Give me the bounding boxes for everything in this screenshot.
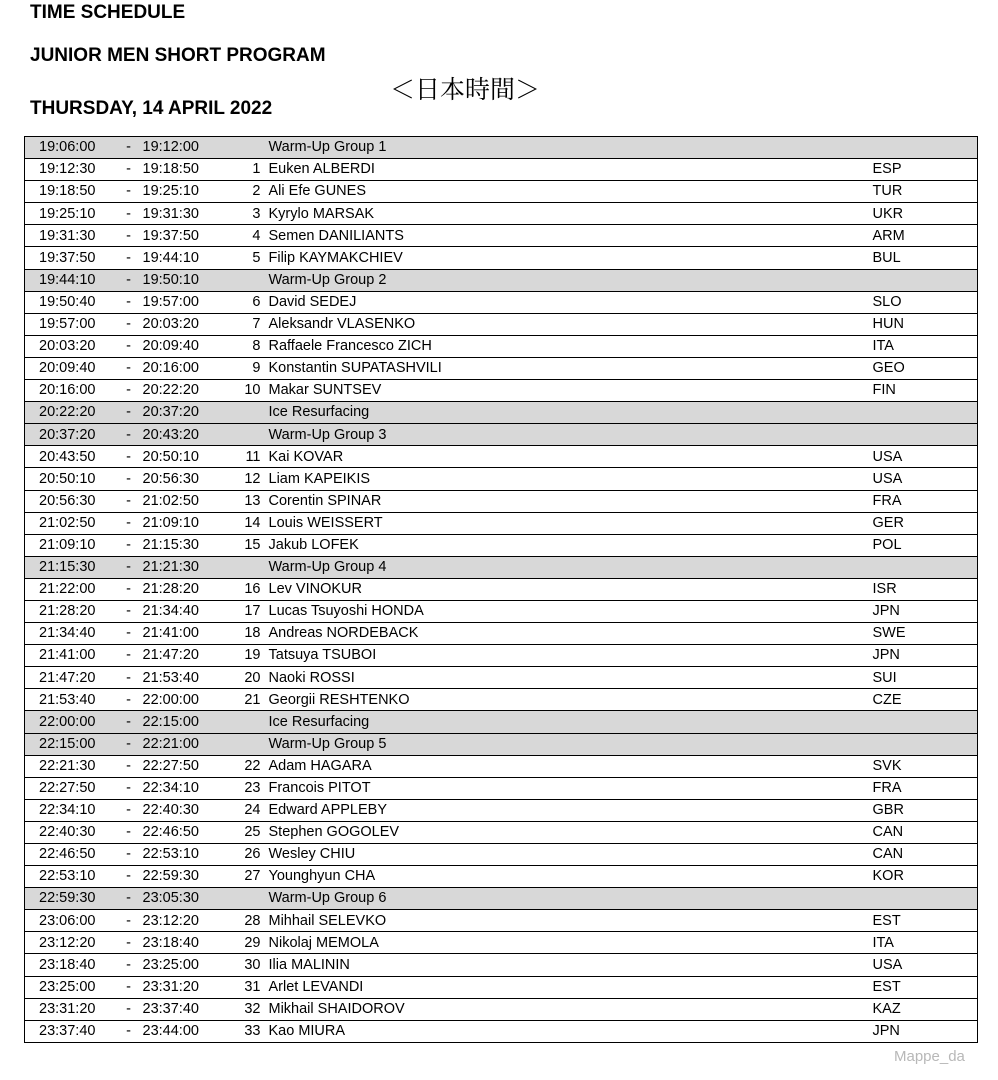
end-time: 19:18:50 <box>143 159 233 181</box>
time-separator: - <box>115 203 143 225</box>
document-title: TIME SCHEDULE <box>30 2 186 23</box>
start-time: 21:28:20 <box>25 600 115 622</box>
start-time: 21:02:50 <box>25 512 115 534</box>
skater-name: Arlet LEVANDI <box>265 976 869 998</box>
schedule-row <box>25 623 978 645</box>
end-time: 23:05:30 <box>143 888 233 910</box>
time-separator: - <box>115 623 143 645</box>
start-number: 12 <box>233 468 265 490</box>
skater-name: Mihhail SELEVKO <box>265 910 869 932</box>
nation-code <box>869 888 978 910</box>
nation-code: SWE <box>869 623 978 645</box>
skater-name: Warm-Up Group 6 <box>265 888 869 910</box>
end-time: 21:02:50 <box>143 490 233 512</box>
end-time: 21:28:20 <box>143 578 233 600</box>
start-number: 32 <box>233 998 265 1020</box>
time-separator: - <box>115 645 143 667</box>
start-time: 22:59:30 <box>25 888 115 910</box>
time-separator: - <box>115 578 143 600</box>
start-time: 19:50:40 <box>25 291 115 313</box>
end-time: 23:37:40 <box>143 998 233 1020</box>
start-number: 8 <box>233 335 265 357</box>
nation-code <box>869 711 978 733</box>
start-time: 23:12:20 <box>25 932 115 954</box>
start-number <box>233 556 265 578</box>
time-separator: - <box>115 291 143 313</box>
start-time: 22:15:00 <box>25 733 115 755</box>
start-time: 19:31:30 <box>25 225 115 247</box>
end-time: 23:12:20 <box>143 910 233 932</box>
start-number: 31 <box>233 976 265 998</box>
end-time: 22:59:30 <box>143 866 233 888</box>
schedule-row <box>25 932 978 954</box>
start-number: 10 <box>233 380 265 402</box>
start-time: 19:37:50 <box>25 247 115 269</box>
end-time: 20:03:20 <box>143 313 233 335</box>
schedule-row <box>25 976 978 998</box>
end-time: 22:15:00 <box>143 711 233 733</box>
end-time: 20:37:20 <box>143 402 233 424</box>
start-number: 25 <box>233 821 265 843</box>
start-time: 21:41:00 <box>25 645 115 667</box>
schedule-row <box>25 1020 978 1042</box>
schedule-row <box>25 291 978 313</box>
time-separator: - <box>115 777 143 799</box>
start-time: 20:37:20 <box>25 424 115 446</box>
start-number: 13 <box>233 490 265 512</box>
schedule-row-break <box>25 402 978 424</box>
skater-name: Liam KAPEIKIS <box>265 468 869 490</box>
skater-name: Georgii RESHTENKO <box>265 689 869 711</box>
time-separator: - <box>115 490 143 512</box>
skater-name: David SEDEJ <box>265 291 869 313</box>
nation-code: CAN <box>869 844 978 866</box>
time-separator: - <box>115 976 143 998</box>
start-number: 27 <box>233 866 265 888</box>
start-time: 22:34:10 <box>25 799 115 821</box>
schedule-row <box>25 578 978 600</box>
nation-code: JPN <box>869 645 978 667</box>
time-separator: - <box>115 733 143 755</box>
schedule-row-break <box>25 888 978 910</box>
time-separator: - <box>115 600 143 622</box>
start-number: 6 <box>233 291 265 313</box>
start-time: 23:31:20 <box>25 998 115 1020</box>
skater-name: Konstantin SUPATASHVILI <box>265 357 869 379</box>
skater-name: Semen DANILIANTS <box>265 225 869 247</box>
nation-code: FRA <box>869 490 978 512</box>
start-time: 21:15:30 <box>25 556 115 578</box>
time-separator: - <box>115 910 143 932</box>
end-time: 21:47:20 <box>143 645 233 667</box>
schedule-row <box>25 866 978 888</box>
end-time: 23:25:00 <box>143 954 233 976</box>
start-number: 23 <box>233 777 265 799</box>
start-number <box>233 711 265 733</box>
nation-code: SLO <box>869 291 978 313</box>
end-time: 20:09:40 <box>143 335 233 357</box>
skater-name: Younghyun CHA <box>265 866 869 888</box>
skater-name: Lev VINOKUR <box>265 578 869 600</box>
nation-code: FRA <box>869 777 978 799</box>
time-separator: - <box>115 446 143 468</box>
time-separator: - <box>115 755 143 777</box>
start-number: 15 <box>233 534 265 556</box>
end-time: 20:50:10 <box>143 446 233 468</box>
end-time: 20:43:20 <box>143 424 233 446</box>
schedule-row <box>25 954 978 976</box>
schedule-row <box>25 446 978 468</box>
start-time: 21:53:40 <box>25 689 115 711</box>
event-title: JUNIOR MEN SHORT PROGRAM <box>30 45 326 66</box>
start-number <box>233 733 265 755</box>
skater-name: Mikhail SHAIDOROV <box>265 998 869 1020</box>
skater-name: Jakub LOFEK <box>265 534 869 556</box>
time-separator: - <box>115 689 143 711</box>
schedule-row <box>25 645 978 667</box>
nation-code: SVK <box>869 755 978 777</box>
end-time: 21:15:30 <box>143 534 233 556</box>
end-time: 21:09:10 <box>143 512 233 534</box>
time-separator: - <box>115 181 143 203</box>
start-time: 22:40:30 <box>25 821 115 843</box>
schedule-row <box>25 357 978 379</box>
start-number: 16 <box>233 578 265 600</box>
end-time: 20:22:20 <box>143 380 233 402</box>
end-time: 21:21:30 <box>143 556 233 578</box>
start-number: 24 <box>233 799 265 821</box>
nation-code: CAN <box>869 821 978 843</box>
skater-name: Ice Resurfacing <box>265 402 869 424</box>
schedule-row-break <box>25 733 978 755</box>
nation-code: ISR <box>869 578 978 600</box>
start-number: 18 <box>233 623 265 645</box>
start-time: 19:25:10 <box>25 203 115 225</box>
nation-code: JPN <box>869 600 978 622</box>
schedule-row <box>25 777 978 799</box>
end-time: 22:46:50 <box>143 821 233 843</box>
end-time: 22:27:50 <box>143 755 233 777</box>
start-number: 5 <box>233 247 265 269</box>
schedule-row <box>25 225 978 247</box>
start-number: 22 <box>233 755 265 777</box>
watermark: Mappe_da <box>894 1048 965 1065</box>
time-separator: - <box>115 137 143 159</box>
start-time: 22:21:30 <box>25 755 115 777</box>
start-number: 33 <box>233 1020 265 1042</box>
time-separator: - <box>115 932 143 954</box>
time-separator: - <box>115 357 143 379</box>
skater-name: Tatsuya TSUBOI <box>265 645 869 667</box>
start-number: 3 <box>233 203 265 225</box>
skater-name: Stephen GOGOLEV <box>265 821 869 843</box>
schedule-row <box>25 512 978 534</box>
nation-code: BUL <box>869 247 978 269</box>
skater-name: Lucas Tsuyoshi HONDA <box>265 600 869 622</box>
start-time: 23:37:40 <box>25 1020 115 1042</box>
start-number: 2 <box>233 181 265 203</box>
start-time: 22:53:10 <box>25 866 115 888</box>
time-separator: - <box>115 799 143 821</box>
schedule-row <box>25 600 978 622</box>
start-time: 21:22:00 <box>25 578 115 600</box>
time-separator: - <box>115 468 143 490</box>
start-time: 19:12:30 <box>25 159 115 181</box>
end-time: 21:34:40 <box>143 600 233 622</box>
start-time: 22:00:00 <box>25 711 115 733</box>
schedule-row <box>25 821 978 843</box>
nation-code: CZE <box>869 689 978 711</box>
start-number: 4 <box>233 225 265 247</box>
schedule-row <box>25 159 978 181</box>
schedule-row <box>25 313 978 335</box>
end-time: 19:25:10 <box>143 181 233 203</box>
nation-code: JPN <box>869 1020 978 1042</box>
nation-code: UKR <box>869 203 978 225</box>
schedule-row-break <box>25 137 978 159</box>
skater-name: Andreas NORDEBACK <box>265 623 869 645</box>
nation-code: HUN <box>869 313 978 335</box>
start-number: 20 <box>233 667 265 689</box>
time-separator: - <box>115 821 143 843</box>
start-time: 20:43:50 <box>25 446 115 468</box>
start-time: 22:46:50 <box>25 844 115 866</box>
start-number: 29 <box>233 932 265 954</box>
time-separator: - <box>115 380 143 402</box>
start-time: 19:18:50 <box>25 181 115 203</box>
end-time: 22:40:30 <box>143 799 233 821</box>
start-number: 30 <box>233 954 265 976</box>
time-separator: - <box>115 866 143 888</box>
schedule-row <box>25 667 978 689</box>
schedule-row <box>25 534 978 556</box>
start-time: 21:47:20 <box>25 667 115 689</box>
start-number: 19 <box>233 645 265 667</box>
start-number: 11 <box>233 446 265 468</box>
time-separator: - <box>115 667 143 689</box>
nation-code <box>869 733 978 755</box>
schedule-row <box>25 468 978 490</box>
start-time: 21:09:10 <box>25 534 115 556</box>
start-time: 22:27:50 <box>25 777 115 799</box>
time-separator: - <box>115 402 143 424</box>
end-time: 19:57:00 <box>143 291 233 313</box>
time-separator: - <box>115 844 143 866</box>
start-number: 21 <box>233 689 265 711</box>
nation-code: ESP <box>869 159 978 181</box>
end-time: 20:56:30 <box>143 468 233 490</box>
nation-code: ARM <box>869 225 978 247</box>
schedule-row <box>25 689 978 711</box>
nation-code <box>869 402 978 424</box>
nation-code <box>869 424 978 446</box>
schedule-row <box>25 247 978 269</box>
nation-code: EST <box>869 910 978 932</box>
time-separator: - <box>115 1020 143 1042</box>
time-separator: - <box>115 335 143 357</box>
nation-code: GBR <box>869 799 978 821</box>
end-time: 19:12:00 <box>143 137 233 159</box>
schedule-row <box>25 910 978 932</box>
time-separator: - <box>115 159 143 181</box>
time-separator: - <box>115 888 143 910</box>
end-time: 21:41:00 <box>143 623 233 645</box>
skater-name: Kai KOVAR <box>265 446 869 468</box>
time-separator: - <box>115 711 143 733</box>
nation-code: POL <box>869 534 978 556</box>
skater-name: Makar SUNTSEV <box>265 380 869 402</box>
start-time: 21:34:40 <box>25 623 115 645</box>
nation-code: KAZ <box>869 998 978 1020</box>
time-separator: - <box>115 424 143 446</box>
time-separator: - <box>115 534 143 556</box>
nation-code: TUR <box>869 181 978 203</box>
start-time: 20:56:30 <box>25 490 115 512</box>
schedule-row-break <box>25 556 978 578</box>
end-time: 23:31:20 <box>143 976 233 998</box>
end-time: 19:50:10 <box>143 269 233 291</box>
skater-name: Kao MIURA <box>265 1020 869 1042</box>
schedule-row-break <box>25 711 978 733</box>
time-separator: - <box>115 247 143 269</box>
schedule-row <box>25 755 978 777</box>
start-time: 23:25:00 <box>25 976 115 998</box>
event-date: THURSDAY, 14 APRIL 2022 <box>30 98 273 119</box>
nation-code: GEO <box>869 357 978 379</box>
start-number <box>233 888 265 910</box>
schedule-row-break <box>25 424 978 446</box>
skater-name: Warm-Up Group 3 <box>265 424 869 446</box>
nation-code <box>869 556 978 578</box>
skater-name: Wesley CHIU <box>265 844 869 866</box>
end-time: 22:00:00 <box>143 689 233 711</box>
end-time: 19:37:50 <box>143 225 233 247</box>
start-number <box>233 269 265 291</box>
nation-code: KOR <box>869 866 978 888</box>
start-time: 20:22:20 <box>25 402 115 424</box>
time-separator: - <box>115 313 143 335</box>
skater-name: Raffaele Francesco ZICH <box>265 335 869 357</box>
start-number: 28 <box>233 910 265 932</box>
schedule-row <box>25 998 978 1020</box>
schedule-row <box>25 181 978 203</box>
schedule-row-break <box>25 269 978 291</box>
end-time: 23:44:00 <box>143 1020 233 1042</box>
nation-code <box>869 269 978 291</box>
end-time: 21:53:40 <box>143 667 233 689</box>
skater-name: Aleksandr VLASENKO <box>265 313 869 335</box>
start-time: 19:06:00 <box>25 137 115 159</box>
nation-code: ITA <box>869 335 978 357</box>
nation-code: ITA <box>869 932 978 954</box>
skater-name: Warm-Up Group 2 <box>265 269 869 291</box>
skater-name: Edward APPLEBY <box>265 799 869 821</box>
time-separator: - <box>115 512 143 534</box>
skater-name: Nikolaj MEMOLA <box>265 932 869 954</box>
start-number <box>233 137 265 159</box>
start-time: 20:03:20 <box>25 335 115 357</box>
end-time: 23:18:40 <box>143 932 233 954</box>
start-number <box>233 402 265 424</box>
skater-name: Naoki ROSSI <box>265 667 869 689</box>
skater-name: Ali Efe GUNES <box>265 181 869 203</box>
start-time: 19:57:00 <box>25 313 115 335</box>
time-separator: - <box>115 225 143 247</box>
skater-name: Kyrylo MARSAK <box>265 203 869 225</box>
schedule-body <box>25 137 978 1043</box>
schedule-row <box>25 490 978 512</box>
skater-name: Filip KAYMAKCHIEV <box>265 247 869 269</box>
nation-code: SUI <box>869 667 978 689</box>
skater-name: Corentin SPINAR <box>265 490 869 512</box>
start-time: 20:50:10 <box>25 468 115 490</box>
nation-code: EST <box>869 976 978 998</box>
start-number <box>233 424 265 446</box>
nation-code: USA <box>869 468 978 490</box>
end-time: 22:53:10 <box>143 844 233 866</box>
skater-name: Warm-Up Group 4 <box>265 556 869 578</box>
end-time: 19:31:30 <box>143 203 233 225</box>
start-number: 26 <box>233 844 265 866</box>
skater-name: Adam HAGARA <box>265 755 869 777</box>
start-number: 17 <box>233 600 265 622</box>
nation-code: FIN <box>869 380 978 402</box>
nation-code <box>869 137 978 159</box>
schedule-row <box>25 335 978 357</box>
start-time: 19:44:10 <box>25 269 115 291</box>
schedule-table <box>24 136 978 1043</box>
skater-name: Ilia MALININ <box>265 954 869 976</box>
start-time: 23:06:00 <box>25 910 115 932</box>
end-time: 19:44:10 <box>143 247 233 269</box>
start-number: 9 <box>233 357 265 379</box>
schedule-row <box>25 203 978 225</box>
timezone-note: ＜日本時間＞ <box>390 75 541 104</box>
skater-name: Francois PITOT <box>265 777 869 799</box>
skater-name: Ice Resurfacing <box>265 711 869 733</box>
start-time: 20:09:40 <box>25 357 115 379</box>
end-time: 22:21:00 <box>143 733 233 755</box>
schedule-row <box>25 844 978 866</box>
time-separator: - <box>115 998 143 1020</box>
schedule-row <box>25 799 978 821</box>
time-separator: - <box>115 556 143 578</box>
start-time: 23:18:40 <box>25 954 115 976</box>
nation-code: USA <box>869 446 978 468</box>
skater-name: Euken ALBERDI <box>265 159 869 181</box>
end-time: 22:34:10 <box>143 777 233 799</box>
time-separator: - <box>115 269 143 291</box>
start-time: 20:16:00 <box>25 380 115 402</box>
start-number: 14 <box>233 512 265 534</box>
nation-code: GER <box>869 512 978 534</box>
end-time: 20:16:00 <box>143 357 233 379</box>
start-number: 1 <box>233 159 265 181</box>
skater-name: Warm-Up Group 1 <box>265 137 869 159</box>
schedule-row <box>25 380 978 402</box>
time-separator: - <box>115 954 143 976</box>
skater-name: Warm-Up Group 5 <box>265 733 869 755</box>
skater-name: Louis WEISSERT <box>265 512 869 534</box>
start-number: 7 <box>233 313 265 335</box>
nation-code: USA <box>869 954 978 976</box>
